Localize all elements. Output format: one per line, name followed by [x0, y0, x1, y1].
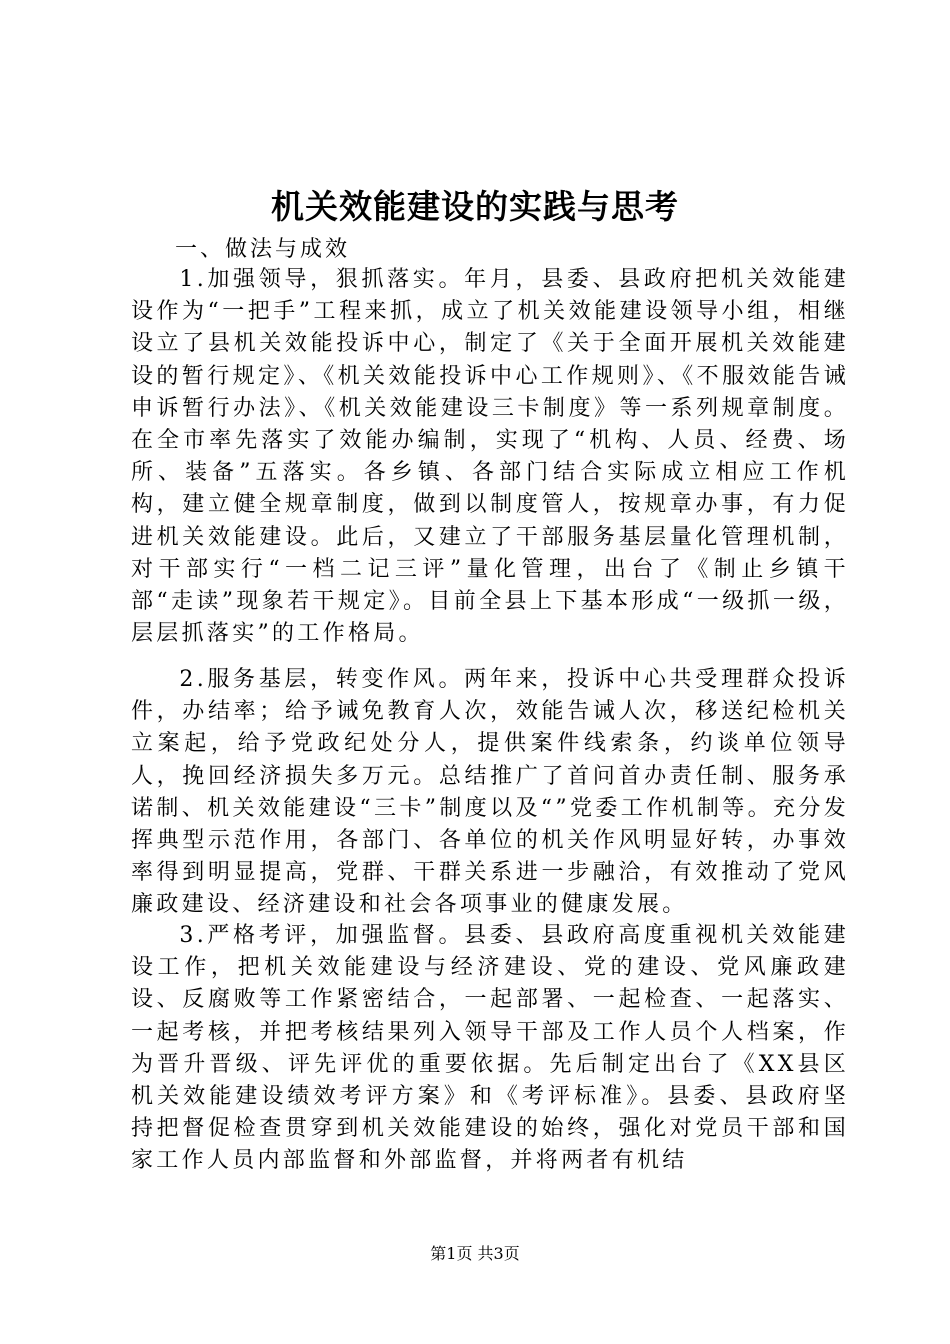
paragraph-1: 1.加强领导，狠抓落实。年月，县委、县政府把机关效能建设作为“一把手”工程来抓，成立了机关效能建设领导小组，相继设立了县机关效能投诉中心，制定了《关于全面开展机关效能建设的暂行规定》、《机关效能投诉中心工作规则》、《不服效能告诫申诉暂行办法》、《机关效能建设三卡制度》等一系列规章制度。在全市率先落实了效能办编制，实现了“机构、人员、经费、场所、装备”五落实。各乡镇、各部门结合实际成立相应工作机构，建立健全规章制度，做到以制度管人，按规章办事，有力促进机关效能建设。此后，又建立了干部服务基层量化管理机制，对干部实行“一档二记三评”量化管理，出台了《制止乡镇干部“走读”现象若干规定》。目前全县上下基本形成“一级抓一级，层层抓落实”的工作格局。 [131, 267, 849, 647]
paragraph-2: 2.服务基层，转变作风。两年来，投诉中心共受理群众投诉件，办结率；给予诫免教育人次，效能告诫人次，移送纪检机关立案起，给予党政纪处分人，提供案件线索条，约谈单位领导人，挽回经济损失多万元。总结推广了首问首办责任制、服务承诺制、机关效能建设“三卡”制度以及“”党委工作机制等。充分发挥典型示范作用，各部门、各单位的机关作风明显好转，办事效率得到明显提高，党群、干群关系进一步融洽，有效推动了党风廉政建设、经济建设和社会各项事业的健康发展。 [131, 667, 849, 918]
document-title: 机关效能建设的实践与思考 [271, 187, 679, 226]
page-footer: 第1页 共3页 [430, 1244, 520, 1263]
paragraph-3: 3.严格考评，加强监督。县委、县政府高度重视机关效能建设工作，把机关效能建设与经济建设、党的建设、党风廉政建设、反腐败等工作紧密结合，一起部署、一起检查、一起落实、一起考核，并把考核结果列入领导干部及工作人员个人档案，作为晋升晋级、评先评优的重要依据。先后制定出台了《XX县区机关效能建设绩效考评方案》和《考评标准》。县委、县政府坚持把督促检查贯穿到机关效能建设的始终，强化对党员干部和国家工作人员内部监督和外部监督，并将两者有机结 [131, 923, 849, 1174]
section-heading: 一、做法与成效 [175, 237, 351, 262]
